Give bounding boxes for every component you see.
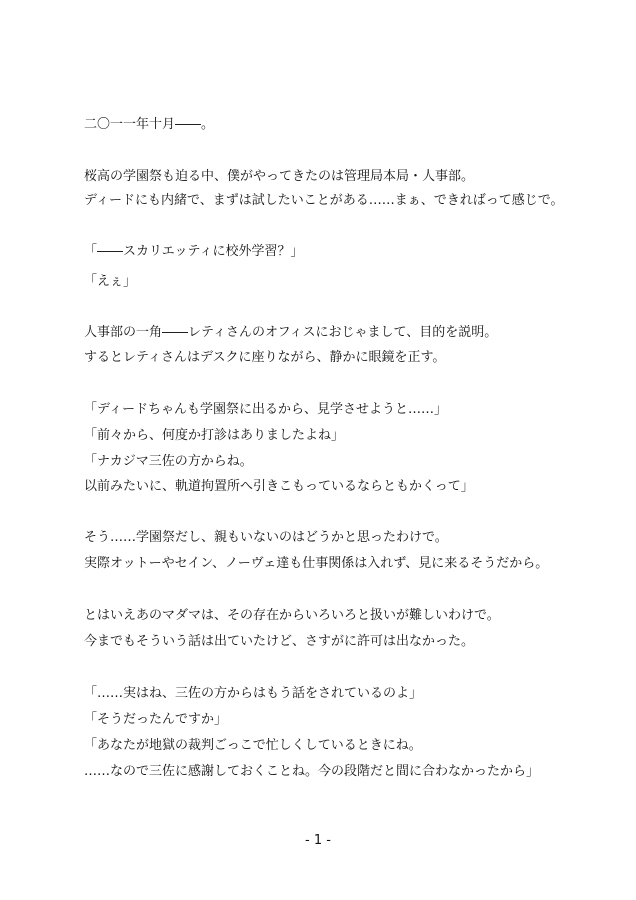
text-line: 以前みたいに、軌道拘置所へ引きこもっているならともかくって」: [84, 479, 474, 494]
text-line: 「あなたが地獄の裁判ごっこで忙しくしているときにね。: [84, 738, 422, 753]
text-line: 「――スカリエッティに校外学習？」: [84, 244, 304, 259]
text-line: 今までもそういう話は出ていたけど、さすがに許可は出なかった。: [84, 634, 475, 649]
text-line: 桜高の学園祭も迫る中、僕がやってきたのは管理局本局・人事部。: [84, 169, 475, 184]
text-line: 「……実はね、三佐の方からはもう話をされているのよ」: [84, 686, 423, 701]
text-line: ……なので三佐に感謝しておくことね。今の段階だと間に合わなかったから」: [84, 764, 540, 779]
text-line: 人事部の一角――レティさんのオフィスにおじゃまして、目的を説明。: [84, 325, 498, 340]
text-line: ディードにも内緒で、まずは試したいことがある……まぁ、できればって感じで。: [84, 193, 564, 208]
text-line: そう……学園祭だし、親もいないのはどうかと思ったわけで。: [84, 530, 448, 545]
text-line: 「ナカジマ三佐の方からね。: [84, 454, 253, 469]
text-line: とはいえあのマダマは、その存在からいろいろと扱いが難しいわけで。: [84, 608, 500, 623]
text-line: 二〇一一年十月――。: [84, 117, 215, 132]
page-number: - 1 -: [305, 833, 331, 848]
text-line: 「そうだったんですか」: [84, 712, 228, 727]
text-line: 「えぇ」: [84, 274, 137, 289]
text-line: 「前々から、何度か打診はありましたよね」: [84, 428, 345, 443]
text-line: 実際オットーやセイン、ノーヴェ達も仕事関係は入れず、見に来るそうだから。: [84, 556, 549, 571]
text-line: 「ディードちゃんも学園祭に出るから、見学させようと……」: [84, 402, 447, 417]
text-line: するとレティさんはデスクに座りながら、静かに眼鏡を正す。: [84, 350, 446, 365]
